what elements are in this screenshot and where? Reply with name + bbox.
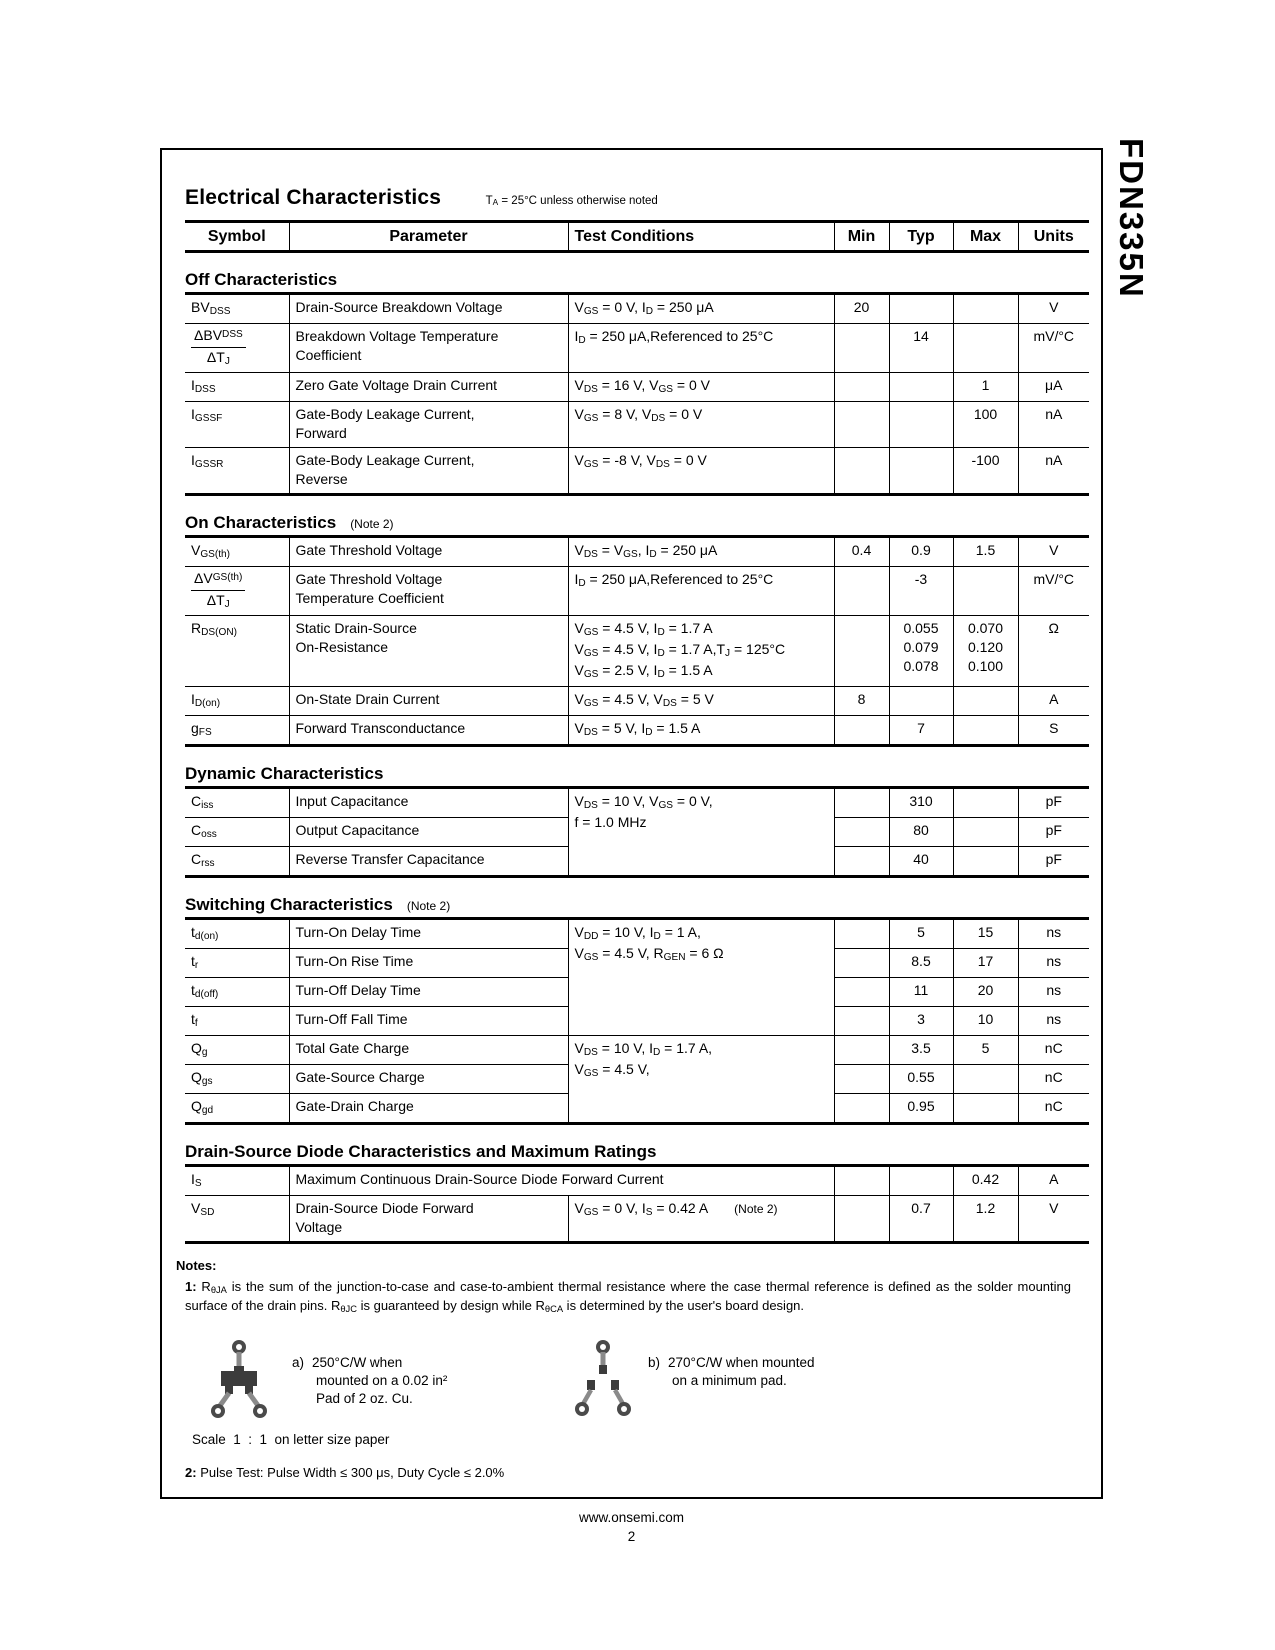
column-header-units: Units <box>1018 222 1089 252</box>
table-drain-source-diode <box>185 1164 1089 1244</box>
units-cell: nA <box>1018 402 1089 448</box>
parameter-cell: Drain-Source Diode Forward Voltage <box>289 1196 568 1243</box>
section-title-on-characteristics: On Characteristics (Note 2) <box>185 513 394 532</box>
typ-cell: 310 <box>889 788 953 818</box>
symbol-cell: IS <box>185 1166 289 1196</box>
note-1-label: 1: <box>185 1279 197 1294</box>
units-cell: mV/°C <box>1018 324 1089 373</box>
test-conditions-cell: VGS = 0 V, ID = 250 μA <box>568 294 834 324</box>
symbol-cell: ID(on) <box>185 687 289 716</box>
note-2-text: Pulse Test: Pulse Width ≤ 300 μs, Duty Cycle ≤ 2.0% <box>200 1465 505 1480</box>
typ-cell <box>889 402 953 448</box>
section-title-off-characteristics: Off Characteristics <box>185 270 338 289</box>
column-header-parameter: Parameter <box>289 222 568 252</box>
typ-cell: 0.95 <box>889 1094 953 1124</box>
symbol-cell: IGSSF <box>185 402 289 448</box>
max-cell <box>953 818 1018 847</box>
min-cell <box>834 1094 889 1124</box>
test-conditions-cell: VDS = 10 V, VGS = 0 V, f = 1.0 MHz <box>568 788 834 877</box>
parameter-cell: Breakdown Voltage Temperature Coefficient <box>289 324 568 373</box>
table-row <box>185 537 1089 567</box>
max-cell: 1.2 <box>953 1196 1018 1243</box>
parameter-cell: Gate Threshold Voltage <box>289 537 568 567</box>
sot23-footprint-minpad-icon <box>572 1338 634 1424</box>
units-cell: A <box>1018 687 1089 716</box>
typ-cell: 5 <box>889 919 953 949</box>
typ-cell: 0.7 <box>889 1196 953 1243</box>
typ-cell <box>889 448 953 495</box>
section-title-drain-source-diode: Drain-Source Diode Characteristics and Maximum Ratings <box>185 1142 657 1161</box>
max-cell: 100 <box>953 402 1018 448</box>
note-2 <box>185 1465 1101 1480</box>
units-cell: ns <box>1018 978 1089 1007</box>
symbol-cell: $\frac{\Delta BV^{DSS}}{\text{ΔTJ}}$ <box>185 324 289 373</box>
column-header-symbol: Symbol <box>185 222 289 252</box>
min-cell: 0.4 <box>834 537 889 567</box>
max-cell: 1.5 <box>953 537 1018 567</box>
table-row <box>185 616 1089 687</box>
min-cell <box>834 847 889 877</box>
units-cell: ns <box>1018 1007 1089 1036</box>
parameter-cell: Turn-On Rise Time <box>289 949 568 978</box>
column-header-typ: Typ <box>889 222 953 252</box>
typ-cell: 3 <box>889 1007 953 1036</box>
parameter-cell: Gate-Body Leakage Current, Reverse <box>289 448 568 495</box>
table-row <box>185 294 1089 324</box>
parameter-cell: Turn-On Delay Time <box>289 919 568 949</box>
units-cell: V <box>1018 1196 1089 1243</box>
symbol-cell: tr <box>185 949 289 978</box>
units-cell: nC <box>1018 1094 1089 1124</box>
table-row <box>185 567 1089 616</box>
max-cell <box>953 687 1018 716</box>
parameter-cell: Total Gate Charge <box>289 1036 568 1065</box>
table-header-row <box>185 222 1089 252</box>
parameter-cell: Drain-Source Breakdown Voltage <box>289 294 568 324</box>
parameter-cell: Gate-Source Charge <box>289 1065 568 1094</box>
units-cell: pF <box>1018 788 1089 818</box>
units-cell: Ω <box>1018 616 1089 687</box>
max-cell: 10 <box>953 1007 1018 1036</box>
note-1-text: RθJA is the sum of the junction-to-case and case-to-ambient thermal resistance where the case thermal reference is defined as the solder mounting surface of the drain pins. RθJC is guaranteed by design while RθCA is determined by the user's board design. <box>185 1279 1071 1314</box>
symbol-cell: Qg <box>185 1036 289 1065</box>
typ-cell: 14 <box>889 324 953 373</box>
parameter-cell: Zero Gate Voltage Drain Current <box>289 373 568 402</box>
test-conditions-cell: VGS = 4.5 V, VDS = 5 V <box>568 687 834 716</box>
table-row <box>185 373 1089 402</box>
symbol-cell: IGSSR <box>185 448 289 495</box>
notes-block <box>176 1258 1071 1316</box>
column-header-max: Max <box>953 222 1018 252</box>
max-cell <box>953 294 1018 324</box>
test-conditions-cell: ID = 250 μA,Referenced to 25°C <box>568 324 834 373</box>
symbol-cell: td(on) <box>185 919 289 949</box>
typ-cell <box>889 1166 953 1196</box>
note-1 <box>176 1278 1071 1316</box>
table-row <box>185 687 1089 716</box>
parameter-cell: Static Drain-Source On-Resistance <box>289 616 568 687</box>
figure-a-label: a) <box>292 1355 305 1370</box>
symbol-cell: RDS(ON) <box>185 616 289 687</box>
test-conditions-cell: ID = 250 μA,Referenced to 25°C <box>568 567 834 616</box>
min-cell <box>834 919 889 949</box>
symbol-cell: gFS <box>185 716 289 746</box>
thermal-figures <box>208 1338 1101 1424</box>
symbol-cell: Qgs <box>185 1065 289 1094</box>
test-conditions-cell: VGS = 0 V, IS = 0.42 A (Note 2) <box>568 1196 834 1243</box>
table-row <box>185 1166 1089 1196</box>
max-cell: 5 <box>953 1036 1018 1065</box>
test-conditions-cell: VDD = 10 V, ID = 1 A, VGS = 4.5 V, RGEN = 6 Ω <box>568 919 834 1036</box>
test-conditions-cell: VDS = 16 V, VGS = 0 V <box>568 373 834 402</box>
min-cell <box>834 818 889 847</box>
min-cell <box>834 324 889 373</box>
units-cell: nA <box>1018 448 1089 495</box>
figure-a-line-1: 250°C/W when <box>312 1355 403 1370</box>
max-cell: 0.42 <box>953 1166 1018 1196</box>
table-row <box>185 919 1089 949</box>
parameter-cell: Reverse Transfer Capacitance <box>289 847 568 877</box>
table-switching-characteristics <box>185 917 1089 1125</box>
min-cell <box>834 616 889 687</box>
min-cell <box>834 949 889 978</box>
table-row <box>185 1196 1089 1243</box>
symbol-cell: Ciss <box>185 788 289 818</box>
min-cell <box>834 788 889 818</box>
test-conditions-cell: VDS = VGS, ID = 250 μA <box>568 537 834 567</box>
figure-a-caption <box>292 1354 464 1408</box>
notes-heading: Notes: <box>176 1258 217 1273</box>
test-conditions-cell: VDS = 5 V, ID = 1.5 A <box>568 716 834 746</box>
units-cell: μA <box>1018 373 1089 402</box>
column-header-min: Min <box>834 222 889 252</box>
symbol-cell: td(off) <box>185 978 289 1007</box>
min-cell: 8 <box>834 687 889 716</box>
part-number-vertical: FDN335N <box>1113 138 1150 299</box>
table-off-characteristics <box>185 292 1089 496</box>
min-cell <box>834 978 889 1007</box>
min-cell <box>834 1065 889 1094</box>
main-table-header <box>185 220 1089 253</box>
parameter-cell: Gate-Body Leakage Current, Forward <box>289 402 568 448</box>
min-cell <box>834 1196 889 1243</box>
units-cell: pF <box>1018 847 1089 877</box>
note-2-label: 2: <box>185 1465 197 1480</box>
table-row <box>185 1036 1089 1065</box>
max-cell: -100 <box>953 448 1018 495</box>
content-box <box>160 148 1103 1499</box>
table-row <box>185 448 1089 495</box>
max-cell: 17 <box>953 949 1018 978</box>
typ-cell: 11 <box>889 978 953 1007</box>
sections-container <box>162 270 1101 1244</box>
typ-cell <box>889 687 953 716</box>
test-conditions-cell: VGS = 4.5 V, ID = 1.7 A VGS = 4.5 V, ID = 1.7 A,TJ = 125°C VGS = 2.5 V, ID = 1.5 A <box>568 616 834 687</box>
sot23-footprint-pad-icon <box>208 1338 270 1424</box>
min-cell <box>834 402 889 448</box>
table-dynamic-characteristics <box>185 786 1089 878</box>
units-cell: ns <box>1018 919 1089 949</box>
units-cell: S <box>1018 716 1089 746</box>
units-cell: mV/°C <box>1018 567 1089 616</box>
typ-cell: 3.5 <box>889 1036 953 1065</box>
footer-url-link[interactable]: www.onsemi.com <box>578 1510 685 1525</box>
units-cell: nC <box>1018 1036 1089 1065</box>
typ-cell: 0.9 <box>889 537 953 567</box>
parameter-cell: Output Capacitance <box>289 818 568 847</box>
typ-cell: 7 <box>889 716 953 746</box>
table-on-characteristics <box>185 535 1089 747</box>
typ-cell <box>889 373 953 402</box>
min-cell <box>834 567 889 616</box>
min-cell <box>834 1166 889 1196</box>
symbol-cell: Crss <box>185 847 289 877</box>
units-cell: nC <box>1018 1065 1089 1094</box>
column-header-test-conditions: Test Conditions <box>568 222 834 252</box>
parameter-cell: Turn-Off Delay Time <box>289 978 568 1007</box>
typ-cell <box>889 294 953 324</box>
min-cell: 20 <box>834 294 889 324</box>
table-row <box>185 716 1089 746</box>
symbol-cell: Qgd <box>185 1094 289 1124</box>
figure-b-line-2: on a minimum pad. <box>672 1373 787 1388</box>
table-row <box>185 324 1089 373</box>
page-title: Electrical Characteristics <box>185 186 442 209</box>
max-cell <box>953 567 1018 616</box>
typ-cell: 80 <box>889 818 953 847</box>
units-cell: A <box>1018 1166 1089 1196</box>
typ-cell: 0.055 0.079 0.078 <box>889 616 953 687</box>
max-cell <box>953 324 1018 373</box>
min-cell <box>834 1007 889 1036</box>
symbol-cell: VGS(th) <box>185 537 289 567</box>
figure-a-line-2: mounted on a 0.02 in² <box>316 1373 448 1388</box>
max-cell: 20 <box>953 978 1018 1007</box>
symbol-cell: IDSS <box>185 373 289 402</box>
symbol-cell: tf <box>185 1007 289 1036</box>
max-cell <box>953 1094 1018 1124</box>
figure-b-caption <box>648 1354 878 1390</box>
units-cell: ns <box>1018 949 1089 978</box>
units-cell: V <box>1018 537 1089 567</box>
section-title-switching-characteristics: Switching Characteristics (Note 2) <box>185 895 451 914</box>
parameter-cell: Gate-Drain Charge <box>289 1094 568 1124</box>
parameter-cell: Turn-Off Fall Time <box>289 1007 568 1036</box>
max-cell: 1 <box>953 373 1018 402</box>
parameter-cell: Forward Transconductance <box>289 716 568 746</box>
units-cell: pF <box>1018 818 1089 847</box>
max-cell <box>953 1065 1018 1094</box>
max-cell <box>953 716 1018 746</box>
typ-cell: 40 <box>889 847 953 877</box>
symbol-cell: BVDSS <box>185 294 289 324</box>
max-cell <box>953 847 1018 877</box>
title-condition: TA = 25°C unless otherwise noted <box>485 195 658 208</box>
figure-b-line-1: 270°C/W when mounted <box>668 1355 815 1370</box>
typ-cell: 8.5 <box>889 949 953 978</box>
table-row <box>185 788 1089 818</box>
section-title-dynamic-characteristics: Dynamic Characteristics <box>185 764 384 783</box>
figure-b-label: b) <box>648 1355 661 1370</box>
min-cell <box>834 716 889 746</box>
min-cell <box>834 1036 889 1065</box>
parameter-cell: Input Capacitance <box>289 788 568 818</box>
units-cell: V <box>1018 294 1089 324</box>
typ-cell: 0.55 <box>889 1065 953 1094</box>
max-cell: 15 <box>953 919 1018 949</box>
typ-cell: -3 <box>889 567 953 616</box>
symbol-cell: $\frac{\Delta V^{GS(th)}}{\text{ΔTJ}}$ <box>185 567 289 616</box>
test-conditions-cell: VGS = -8 V, VDS = 0 V <box>568 448 834 495</box>
title-row <box>185 186 1101 210</box>
scale-note: Scale 1 : 1 on letter size paper <box>192 1432 390 1447</box>
max-cell: 0.070 0.120 0.100 <box>953 616 1018 687</box>
parameter-cell: Gate Threshold Voltage Temperature Coefficient <box>289 567 568 616</box>
test-conditions-cell: VDS = 10 V, ID = 1.7 A, VGS = 4.5 V, <box>568 1036 834 1124</box>
min-cell <box>834 448 889 495</box>
footer-page-number: 2 <box>627 1529 636 1544</box>
parameter-cell: Maximum Continuous Drain-Source Diode Forward Current <box>289 1166 834 1196</box>
symbol-cell: Coss <box>185 818 289 847</box>
min-cell <box>834 373 889 402</box>
symbol-cell: VSD <box>185 1196 289 1243</box>
max-cell <box>953 788 1018 818</box>
figure-a-line-3: Pad of 2 oz. Cu. <box>316 1391 413 1406</box>
test-conditions-cell: VGS = 8 V, VDS = 0 V <box>568 402 834 448</box>
page-footer <box>160 1508 1103 1546</box>
table-row <box>185 402 1089 448</box>
parameter-cell: On-State Drain Current <box>289 687 568 716</box>
